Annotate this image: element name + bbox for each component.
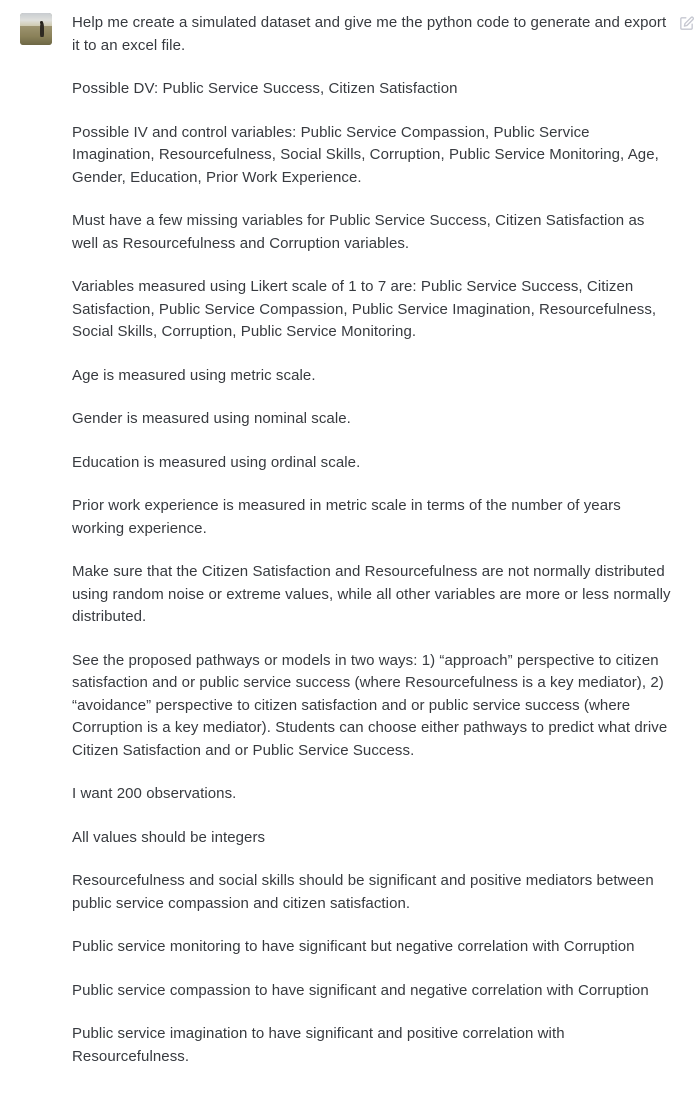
message-body (72, 12, 700, 1068)
message-paragraph: Prior work experience is measured in metric scale in terms of the number of years working experience. (72, 497, 621, 537)
avatar-photo-sky (20, 13, 52, 26)
message-paragraph: Possible IV and control variables: Public Service Compassion, Public Service Imagination, Resourcefulness, Social Skills, Corruption, Public Service Monitoring, Age, Gender, Education, Prior Work Experience. (72, 123, 659, 186)
message-paragraph: Public service monitoring to have significant but negative correlation with Corruption (72, 938, 635, 955)
edit-message-button[interactable] (676, 13, 696, 33)
message-paragraph: Help me create a simulated dataset and give me the python code to generate and export it to an excel file. (72, 14, 667, 54)
avatar-photo-figure (40, 22, 44, 37)
avatar-photo-ground (20, 26, 52, 45)
message-paragraph: Must have a few missing variables for Public Service Success, Citizen Satisfaction as well as Resourcefulness and Corruption variables. (72, 212, 645, 252)
avatar-column (0, 12, 72, 45)
message-paragraph: All values should be integers (72, 828, 266, 846)
message-paragraph: Age is measured using metric scale. (72, 366, 316, 384)
message-paragraph: Resourcefulness and social skills should be significant and positive mediators between public service compassion and citizen satisfaction. (72, 872, 654, 912)
avatar[interactable] (20, 13, 52, 45)
message-paragraph: See the proposed pathways or models in two ways: 1) “approach” perspective to citizen satisfaction and or public service success (where Resourcefulness is a key mediator), 2) “avoidance” perspective to citizen satisfaction and or public service success (where Corruption is a key mediator). Students can choose either pathways to predict what drive Citizen Satisfaction and or Public Service Success. (72, 651, 668, 759)
message-paragraph: Gender is measured using nominal scale. (72, 410, 351, 427)
avatar-photo-figure-head (40, 21, 43, 24)
message-paragraph: Possible DV: Public Service Success, Citizen Satisfaction (72, 80, 458, 97)
message-paragraph: Education is measured using ordinal scale. (72, 453, 361, 471)
message-paragraph: I want 200 observations. (72, 785, 237, 802)
message-paragraph: Public service compassion to have significant and negative correlation with Corruption (72, 981, 649, 999)
message-paragraph: Variables measured using Likert scale of 1 to 7 are: Public Service Success, Citizen Satisfaction, Public Service Compassion, Public Service Imagination, Resourcefulness, Social Skills, Corruption, Public Service Monitoring. (72, 278, 657, 340)
message-paragraph: Public service imagination to have significant and positive correlation with Resourcefulness. (72, 1025, 565, 1065)
message-paragraph: Make sure that the Citizen Satisfaction and Resourcefulness are not normally distributed using random noise or extreme values, while all other variables are more or less normally distributed. (72, 563, 671, 625)
edit-pencil-square-icon (678, 15, 695, 32)
